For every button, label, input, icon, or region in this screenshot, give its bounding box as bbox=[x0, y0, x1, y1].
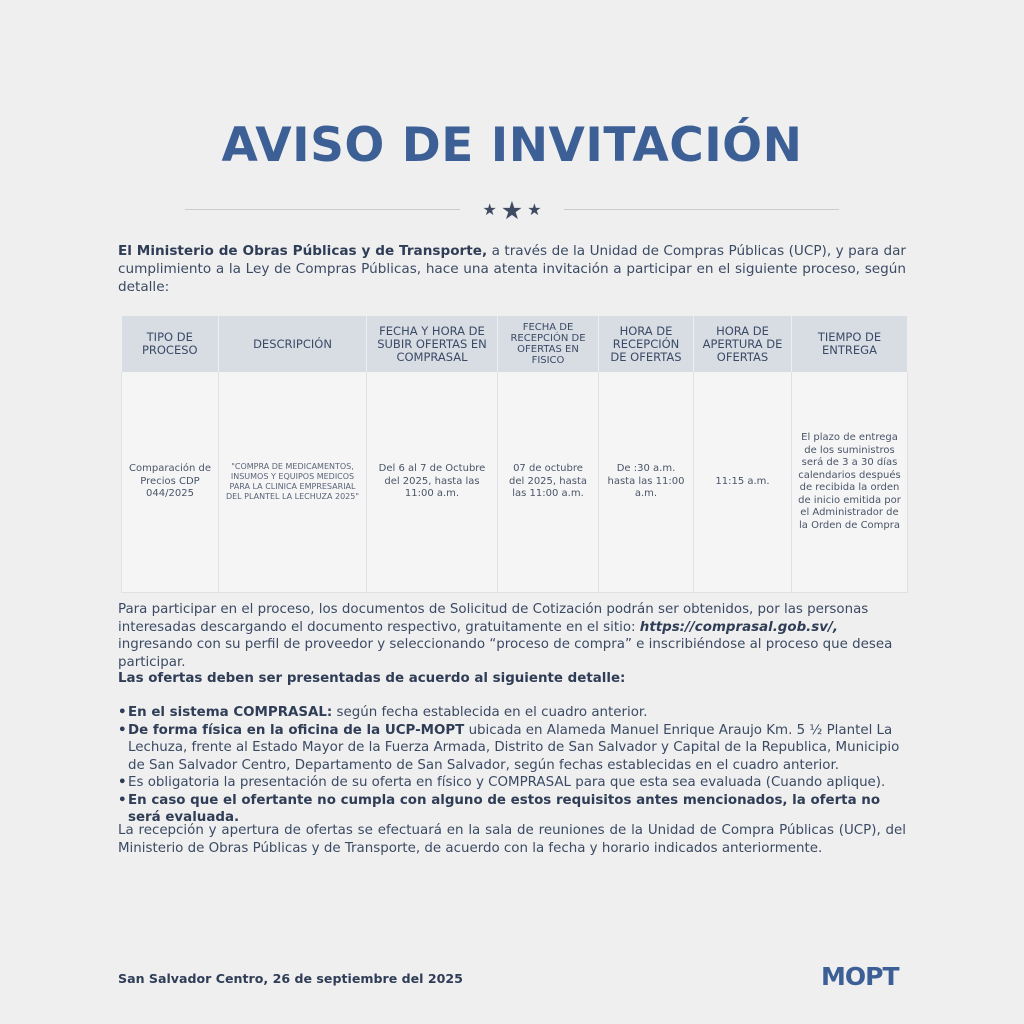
list-item bbox=[118, 722, 908, 775]
star-icon: ★ bbox=[500, 195, 524, 225]
divider-line-right bbox=[564, 209, 839, 210]
header-hora-recepcion: HORA DE RECEPCIÓN DE OFERTAS bbox=[599, 316, 694, 372]
cell-tipo-proceso: Comparación de Precios CDP 044/2025 bbox=[122, 372, 219, 593]
closing-paragraph: La recepción y apertura de ofertas se efectuará en la sala de reuniones de la Unidad de Compra Públicas (UCP), del Ministerio de Obras Públicas y de Transporte, de acuerdo con la fecha y horario indicados anteriormente. bbox=[118, 823, 906, 856]
instructions-text-end: ingresando con su perfil de proveedor y seleccionando “proceso de compra” e inscribiéndose al proceso que desea participar. bbox=[118, 637, 893, 670]
offers-heading: Las ofertas deben ser presentadas de acuerdo al siguiente detalle: bbox=[118, 671, 626, 686]
header-tipo-proceso: TIPO DE PROCESO bbox=[122, 316, 219, 372]
cell-descripcion: "COMPRA DE MEDICAMENTOS, INSUMOS Y EQUIPOS MEDICOS PARA LA CLINICA EMPRESARIAL DEL PLANTEL LA LECHUZA 2025" bbox=[219, 372, 367, 593]
stars-ornament bbox=[473, 195, 551, 225]
header-fecha-comprasal: FECHA Y HORA DE SUBIR OFERTAS EN COMPRASAL bbox=[367, 316, 498, 372]
table-header-row bbox=[122, 316, 908, 372]
header-fecha-fisico: FECHA DE RECEPCIÓN DE OFERTAS EN FISICO bbox=[498, 316, 599, 372]
instructions-text: Para participar en el proceso, los documentos de Solicitud de Cotización podrán ser obtenidos, por las personas interesadas descargando el documento respectivo, gratuitamente en el sitio: bbox=[118, 602, 869, 635]
intro-text: a través de la Unidad de Compras Públicas (UCP), y para dar cumplimiento a la Ley de Compras Públicas, hace una atenta invitación a participar en el siguiente proceso, según detalle: bbox=[118, 243, 907, 295]
cell-hora-apertura: 11:15 a.m. bbox=[694, 372, 792, 593]
list-item-bold: De forma física en la oficina de la UCP-MOPT bbox=[128, 722, 465, 738]
header-hora-apertura: HORA DE APERTURA DE OFERTAS bbox=[694, 316, 792, 372]
cell-fecha-fisico: 07 de octubre del 2025, hasta las 11:00 a.m. bbox=[498, 372, 599, 593]
star-icon: ★ bbox=[527, 200, 542, 219]
list-item-text: Es obligatoria la presentación de su oferta en físico y COMPRASAL para que esta sea evaluada (Cuando aplique). bbox=[128, 775, 886, 790]
cell-hora-recepcion: De :30 a.m. hasta las 11:00 a.m. bbox=[599, 372, 694, 593]
list-item-text: ubicada en Alameda Manuel Enrique Araujo Km. 5 ½ Plantel La Lechuza, frente al Estado Mayor de la Fuerza Armada, Distrito de San Salvador y Capital de la Republica, Municipio de San Salvador Centro, Departamento de San Salvador, según fechas establecidas en el cuadro anterior. bbox=[128, 722, 900, 773]
table-row bbox=[122, 372, 908, 593]
list-item-bold: En el sistema COMPRASAL: bbox=[128, 705, 333, 720]
header-tiempo-entrega: TIEMPO DE ENTREGA bbox=[792, 316, 908, 372]
list-item bbox=[118, 704, 908, 722]
title-divider bbox=[185, 195, 839, 225]
intro-ministry-name: El Ministerio de Obras Públicas y de Transporte, bbox=[118, 243, 488, 259]
list-item-bold: En caso que el ofertante no cumpla con alguno de estos requisitos antes mencionados, la oferta no será evaluada. bbox=[128, 792, 881, 825]
list-item-text: según fecha establecida en el cuadro anterior. bbox=[332, 705, 648, 720]
star-icon: ★ bbox=[482, 200, 497, 219]
mopt-logo: MOPT bbox=[821, 962, 899, 991]
footer-date: San Salvador Centro, 26 de septiembre del 2025 bbox=[118, 971, 463, 986]
instructions-paragraph bbox=[118, 601, 906, 671]
list-item bbox=[118, 774, 908, 792]
header-descripcion: DESCRIPCIÓN bbox=[219, 316, 367, 372]
process-table bbox=[121, 316, 908, 593]
comprasal-link[interactable]: https://comprasal.gob.sv/, bbox=[639, 619, 838, 635]
page-title: AVISO DE INVITACIÓN bbox=[221, 118, 803, 173]
divider-line-left bbox=[185, 209, 460, 210]
offers-list bbox=[118, 704, 908, 827]
cell-fecha-comprasal: Del 6 al 7 de Octubre del 2025, hasta las 11:00 a.m. bbox=[367, 372, 498, 593]
cell-tiempo-entrega: El plazo de entrega de los suministros será de 3 a 30 días calendarios después de recibida la orden de inicio emitida por el Administrador de la Orden de Compra bbox=[792, 372, 908, 593]
intro-paragraph bbox=[118, 242, 906, 296]
